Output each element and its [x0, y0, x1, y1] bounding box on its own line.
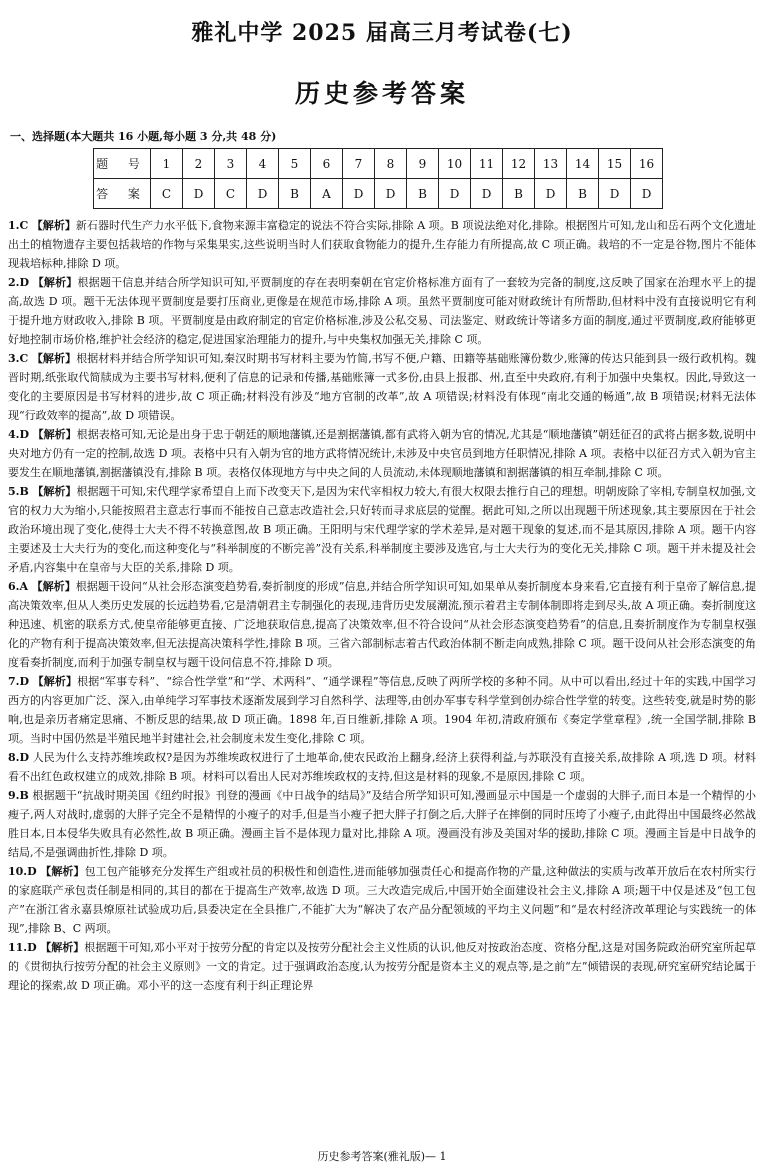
item-tag: 【解析】	[40, 941, 85, 954]
item-answer: 5.B	[8, 485, 29, 498]
item-text: 根据题干“抗战时期美国《纽约时报》刊登的漫画《中日战争的结局》”及结合所学知识可知,漫画显示中国是一个虚弱的大胖子,而日本是一个精悍的小瘦子,两人对战时,虚弱的大胖子完全不是精悍的小瘦子的对手,但是当小瘦子把大胖子打倒之后,大胖子在摔倒的同时压垮了小瘦子,由此得出中国最终必然战胜日本,日本侵华失败具有必然性,故 B 项正确。漫画主旨不是体现力量对比,排除 A 项。漫画没有涉及美国对华的援助,排除 C 项。漫画主旨是中日战争的结局,不是强调曲折性,排除 D 项。	[8, 789, 756, 859]
question-number-cell: 1	[151, 149, 183, 179]
question-number-cell: 4	[247, 149, 279, 179]
explanation-item	[8, 425, 756, 482]
answer-cell: B	[279, 179, 311, 209]
question-number-cell: 8	[375, 149, 407, 179]
explanation-item	[8, 577, 756, 672]
item-answer: 2.D	[8, 276, 30, 289]
item-answer: 1.C	[8, 219, 29, 232]
answer-cell: D	[535, 179, 567, 209]
item-tag: 【解析】	[32, 485, 77, 498]
answer-cell: D	[631, 179, 663, 209]
answer-cell: D	[599, 179, 631, 209]
question-number-cell: 12	[503, 149, 535, 179]
item-answer: 8.D	[8, 751, 30, 764]
answer-cell: A	[311, 179, 343, 209]
explanation-item	[8, 482, 756, 577]
item-answer: 3.C	[8, 352, 29, 365]
question-number-cell: 13	[535, 149, 567, 179]
question-number-cell: 3	[215, 149, 247, 179]
item-answer: 10.D	[8, 865, 37, 878]
explanation-item	[8, 216, 756, 273]
question-number-cell: 5	[279, 149, 311, 179]
answer-cell: D	[375, 179, 407, 209]
item-answer: 4.D	[8, 428, 30, 441]
explanation-item	[8, 862, 756, 938]
item-text: 根据表格可知,无论是出身于忠于朝廷的顺地藩镇,还是割据藩镇,都有武将入朝为官的情况,尤其是“顺地藩镇”朝廷征召的武将占据多数,说明中央对地方仍有一定的控制,故选 D 项。表格中只有入朝为官的地方武将情况统计,未涉及中央官员到地方任职情况,排除 A 项。表格中以征召方式入朝为官主要发生在顺地藩镇,割据藩镇没有,排除 B 项。表格仅体现地方与中央之间的人员流动,未体现顺地藩镇和割据藩镇的相互牵制,排除 C 项。	[8, 428, 757, 479]
item-text: 根据题干可知,宋代理学家希望自上而下改变天下,是因为宋代宰相权力较大,有很大权限去推行自己的理想。明朝废除了宰相,专制皇权加强,文官的权力大为缩小,只能按照君主意志行事而不能按自己意志改造社会,只好转而寻求底层的觉醒。据此可知,之所以出现题干所述现象,其主要原因在于社会政治环境出现了变化,使得士大夫不得不转换意图,故 B 项正确。王阳明与宋代理学家的学术差异,是对题干现象的复述,而不是其原因,排除 A 项。题干内容主要述及士大夫行为的变化,而这种变化与“科举制度的不断完善”没有关系,科举制度主要涉及选官,与士大夫行为的变化无关,排除 C 项。题干并未提及社会矛盾,内容集中在皇帝与大臣的关系,排除 D 项。	[8, 485, 757, 574]
item-text: 根据材料并结合所学知识可知,秦汉时期书写材料主要为竹简,书写不便,户籍、田籍等基础账簿份数少,账簿的传达只能到县一级行政机构。魏晋时期,纸张取代简牍成为主要书写材料,便利了信息的记录和传播,基础账簿一式多份,由县上报郡、州,直至中央政府,有利于加强中央集权。因此,导致这一变化的主要原因是书写材料的进步,故 C 项正确;材料没有涉及“地方官制的改革”,故 A 项错误;材料没有体现“南北交通的畅通”,故 B 项错误;材料无法体现“行政效率的提高”,故 D 项错误。	[8, 352, 757, 422]
page-footer: 历史参考答案(雅礼版)— 1	[317, 1150, 447, 1163]
answer-label: 答 案	[94, 179, 151, 209]
explanation-item	[8, 273, 756, 349]
item-answer: 11.D	[8, 941, 37, 954]
explanation-item	[8, 938, 756, 995]
page-title: 雅礼中学 2025 届高三月考试卷(七)	[191, 20, 573, 46]
item-text: 包工包产能够充分发挥生产组或社员的积极性和创造性,进而能够加强责任心和提高作物的产量,这种做法的实质与改革开放后在农村所实行的家庭联产承包责任制是相同的,其目的都在于提高生产效率,故选 D 项。三大改造完成后,中国开始全面建设社会主义,排除 A 项;题干中仅是述及“包工包产”在浙江省永嘉县燎原社试验成功后,县委决定在全县推广,不能扩大为“解决了农产品分配领域的平均主义问题”和“是农村经济改革理论与实践统一的体现”,排除 B、C 两项。	[8, 865, 756, 935]
answer-cell: B	[407, 179, 439, 209]
answer-cell: D	[471, 179, 503, 209]
answer-cell: D	[343, 179, 375, 209]
answer-explanations	[8, 216, 756, 995]
item-text: 根据题干可知,邓小平对于按劳分配的肯定以及按劳分配社会主义性质的认识,他反对按政治态度、资格分配,这是对国务院政治研究室所起草的《贯彻执行按劳分配的社会主义原则》一文的肯定。过于强调政治态度,认为按劳分配是资本主义的观点等,是之前“左”倾错误的表现,研究室研究结论属于理论的探索,故 D 项正确。邓小平的这一态度有利于纠正理论界	[8, 941, 756, 992]
item-text: 根据“军事专科”、“综合性学堂”和“学、术两科”、“通学课程”等信息,反映了两所学校的多种不同。从中可以看出,经过十年的实践,中国学习西方的内容更加广泛、深入,由单纯学习军事技术逐渐发展到学习自然科学、法理等,由创办军事专科学堂到创办综合性学堂的转变。这些转变,就是时势的影响,也是亲历者痛定思痛、不断反思的结果,故 D 项正确。1898 年,百日维新,排除 A 项。1904 年初,清政府颁布《奏定学堂章程》,统一全国学制,排除 B 项。当时中国仍然是半殖民地半封建社会,社会制度未发生变化,排除 C 项。	[8, 675, 756, 745]
item-tag: 【解析】	[32, 428, 77, 441]
answer-cell: C	[215, 179, 247, 209]
explanation-item	[8, 786, 756, 862]
question-number-cell: 9	[407, 149, 439, 179]
answer-cell: B	[567, 179, 599, 209]
question-number-cell: 2	[183, 149, 215, 179]
question-number-cell: 7	[343, 149, 375, 179]
answer-table	[93, 148, 663, 209]
item-tag: 【解析】	[31, 352, 77, 365]
question-number-cell: 10	[439, 149, 471, 179]
question-number-cell: 15	[599, 149, 631, 179]
item-answer: 9.B	[8, 789, 29, 802]
question-number-cell: 14	[567, 149, 599, 179]
page-subtitle: 历史参考答案	[294, 79, 469, 108]
item-text: 根据题干信息并结合所学知识可知,平贾制度的存在表明秦朝在官定价格标准方面有了一套较为完备的制度,这反映了国家在治理水平上的提高,故选 D 项。题干无法体现平贾制度是要打压商业,更像是在规范市场,排除 A 项。虽然平贾制度可能对财政统计有所帮助,但材料中没有直接说明它有利于提升地方财政收入,排除 B 项。平贾制度是由政府制定的官定价格标准,涉及公私交易、司法鉴定、财政统计等诸多方面的制度,通过平贾制度,政府能够更好地控制市场价格,维护社会经济的稳定,促进国家治理能力的提升,与中央集权加强无关,排除 C 项。	[8, 276, 756, 346]
question-number-cell: 16	[631, 149, 663, 179]
item-tag: 【解析】	[31, 580, 76, 593]
item-tag: 【解析】	[31, 219, 76, 232]
explanation-item	[8, 748, 756, 786]
item-text: 根据题干设问“从社会形态演变趋势看,奏折制度的形成”信息,并结合所学知识可知,如果单从奏折制度本身来看,它直接有利于皇帝了解信息,提高决策效率,但从人类历史发展的长远趋势看,它是清朝君主专制强化的表现,违背历史发展潮流,预示着君主专制体制即将走到尽头,故 A 项正确。奏折制度这种迅速、机密的联系方式,使皇帝能够更直接、广泛地获取信息,提高了决策效率,但不符合设问“从社会形态演变趋势看”的信息,且奏折制度作为专制皇权强化的产物有利于提高决策效率,但无法提高决策科学性,排除 B 项。三省六部制标志着古代政治体制不断走向成熟,排除 C 项。题干设问从社会形态演变的角度看奏折制度,而利于加强专制皇权与题干设问信息不符,排除 D 项。	[8, 580, 756, 669]
question-number-cell: 6	[311, 149, 343, 179]
item-tag: 【解析】	[32, 675, 78, 688]
answer-row	[94, 179, 663, 209]
answer-cell: C	[151, 179, 183, 209]
explanation-item	[8, 349, 756, 425]
item-text: 新石器时代生产力水平低下,食物来源丰富稳定的说法不符合实际,排除 A 项。B 项说法绝对化,排除。根据图片可知,龙山和岳石两个文化遗址出土的植物遗存主要包括栽培的作物与采集果实,这些说明当时人们获取食物能力的提升,生存能力有所提高,故 C 项正确。栽培的不一定是谷物,图片不能体现栽培标种,排除 D 项。	[8, 219, 757, 270]
answer-cell: D	[247, 179, 279, 209]
question-number-cell: 11	[471, 149, 503, 179]
item-answer: 6.A	[8, 580, 29, 593]
explanation-item	[8, 672, 756, 748]
section-heading: 一、选择题(本大题共 16 小题,每小题 3 分,共 48 分)	[10, 130, 277, 143]
answer-cell: D	[183, 179, 215, 209]
answer-cell: B	[503, 179, 535, 209]
item-text: 人民为什么支持苏维埃政权?是因为苏维埃政权进行了土地革命,使农民政治上翻身,经济上获得利益,与苏联没有直接关系,故排除 A 项,选 D 项。材料看不出红色政权建立的成效,排除 B 项。材料可以看出人民对苏维埃政权的支持,但这是材料的现象,不是原因,排除 C 项。	[8, 751, 756, 783]
answer-cell: D	[439, 179, 471, 209]
question-label: 题 号	[94, 149, 151, 179]
item-tag: 【解析】	[32, 276, 78, 289]
item-answer: 7.D	[8, 675, 30, 688]
item-tag: 【解析】	[40, 865, 85, 878]
question-number-row	[94, 149, 663, 179]
